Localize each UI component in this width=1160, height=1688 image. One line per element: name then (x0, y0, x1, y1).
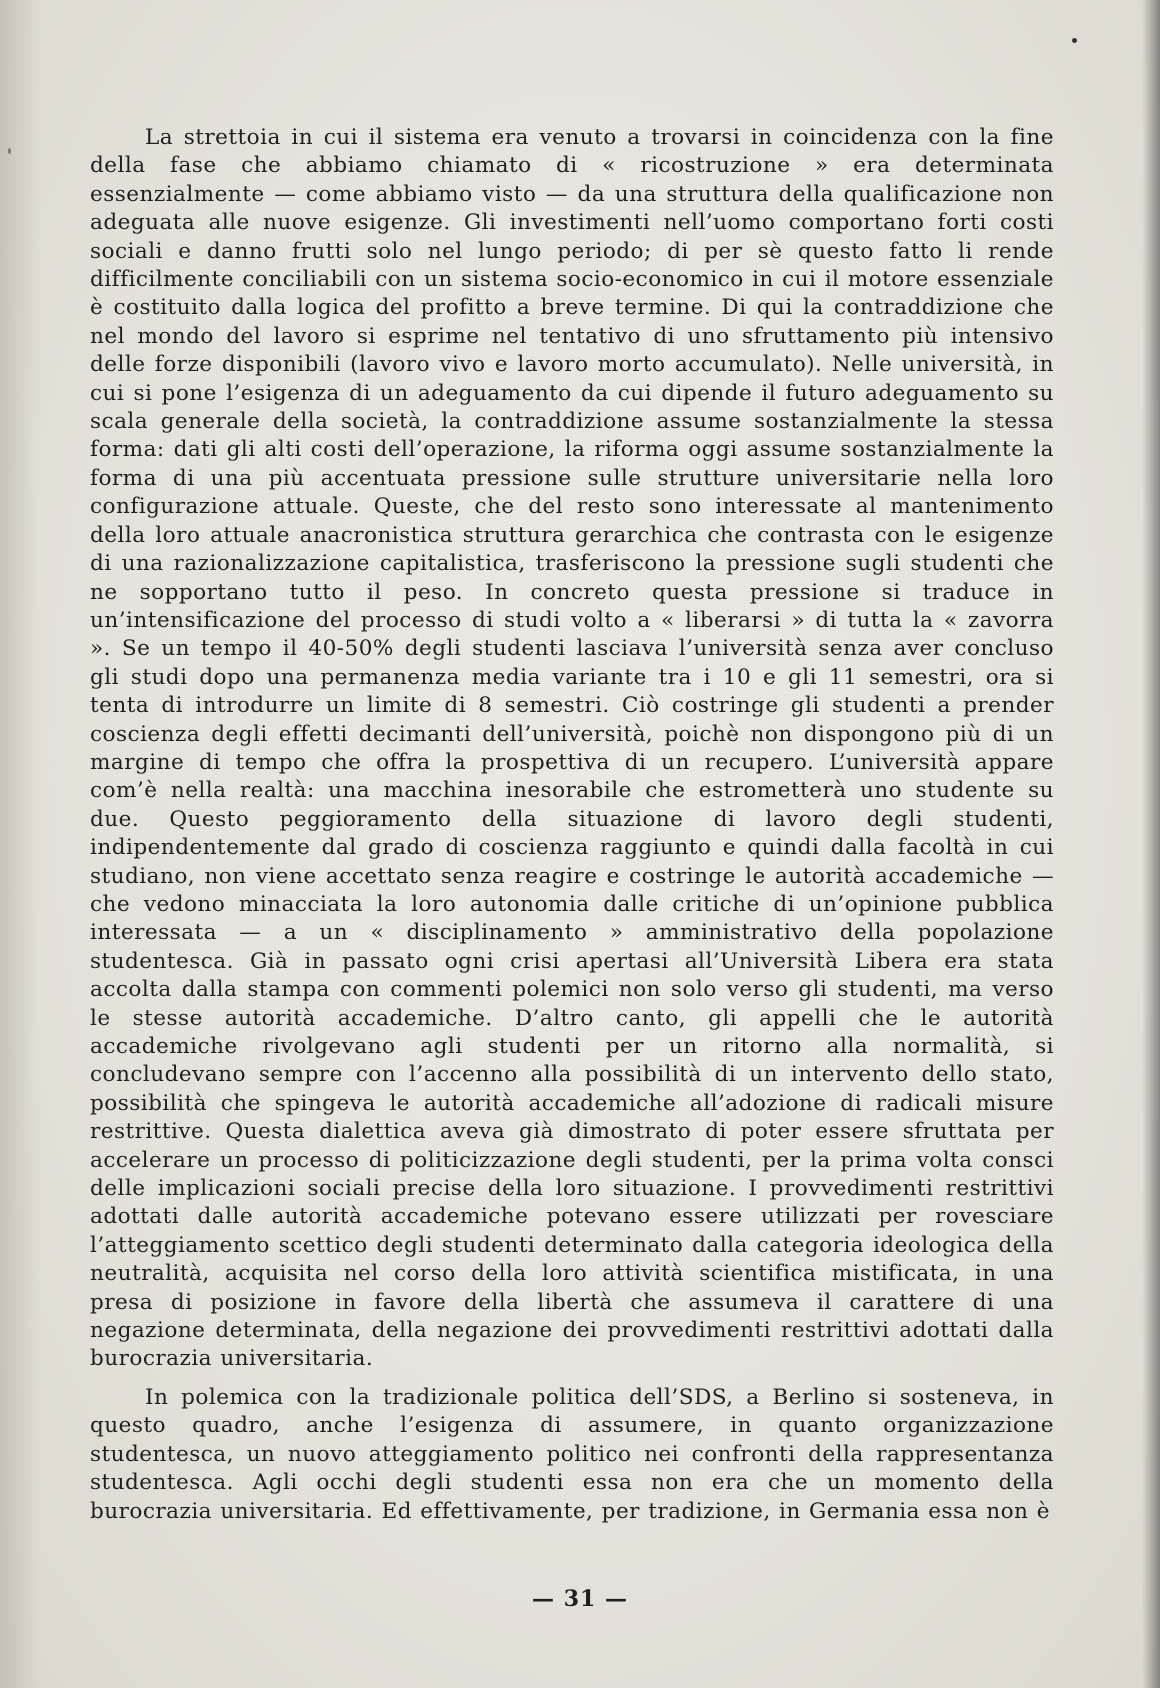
page-number: — 31 — (532, 1586, 628, 1612)
body-text (90, 124, 1054, 1526)
paragraph-1: La strettoia in cui il sistema era venuto a trovarsi in coincidenza con la fine della fase che abbiamo chiamato di « ricostruzione » era determinata essenzialmente — come abbiamo visto — da una struttura della qualificazione non adeguata alle nuove esigenze. Gli investimenti nell’uomo comportano forti costi sociali e danno frutti solo nel lungo periodo; di per sè questo fatto li rende difficilmente conciliabili con un sistema socio-economico in cui il motore essenziale è costituito dalla logica del profitto a breve termine. Di qui la contraddizione che nel mondo del lavoro si esprime nel tentativo di uno sfruttamento più intensivo delle forze disponibili (lavoro vivo e lavoro morto accumulato). Nelle università, in cui si pone l’esigenza di un adeguamento da cui dipende il futuro adeguamento su scala generale della società, la contraddizione assume sostanzialmente la stessa forma: dati gli alti costi dell’operazione, la riforma oggi assume sostanzialmente la forma di una più accentuata pressione sulle strutture universitarie nella loro configurazione attuale. Queste, che del resto sono interessate al mantenimento della loro attuale anacronistica struttura gerarchica che contrasta con le esigenze di una razionalizzazione capitalistica, trasferiscono la pressione sugli studenti che ne sopportano tutto il peso. In concreto questa pressione si traduce in un’intensificazione del processo di studi volto a « liberarsi » di tutta la « zavorra ». Se un tempo il 40-50% degli studenti lasciava l’università senza aver concluso gli studi dopo una permanenza media variante tra i 10 e gli 11 semestri, ora si tenta di introdurre un limite di 8 semestri. Ciò costringe gli studenti a prender coscienza degli effetti decimanti dell’università, poichè non dispongono più di un margine di tempo che offra la prospettiva di un recupero. L’università appare com’è nella realtà: una macchina inesorabile che estrometterà uno studente su due. Questo peggioramento della situazione di lavoro degli studenti, indipendentemente dal grado di coscienza raggiunto e quindi dalla facoltà in cui studiano, non viene accettato senza reagire e costringe le autorità accademiche — che vedono minacciata la loro autonomia dalle critiche di un’opinione pubblica interessata — a un « disciplinamento » amministrativo della popolazione studentesca. Già in passato ogni crisi apertasi all’Università Libera era stata accolta dalla stampa con commenti polemici non solo verso gli studenti, ma verso le stesse autorità accademiche. D’altro canto, gli appelli che le autorità accademiche rivolgevano agli studenti per un ritorno alla normalità, si concludevano sempre con l’accenno alla possibilità di un intervento dello stato, possibilità che spingeva le autorità accademiche all’adozione di radicali misure restrittive. Questa dialettica aveva già dimostrato di poter essere sfruttata per accelerare un processo di politicizzazione degli studenti, per la prima volta consci delle implicazioni sociali precise della loro situazione. I provvedimenti restrittivi adottati dalle autorità accademiche potevano essere utilizzati per rovesciare l’atteggiamento scettico degli studenti determinato dalla categoria ideologica della neutralità, acquisita nel corso della loro attività scientifica mistificata, in una presa di posizione in favore della libertà che assumeva il carattere di una negazione determinata, della negazione dei provvedimenti restrittivi adottati dalla burocrazia universitaria. (90, 125, 1054, 1372)
paragraph-2: In polemica con la tradizionale politica dell’SDS, a Berlino si sosteneva, in questo quadro, anche l’esigenza di assumere, in quanto organizzazione studentesca, un nuovo atteggiamento politico nei confronti della rappresentanza studentesca. Agli occhi degli studenti essa non era che un momento della burocrazia universitaria. Ed effettivamente, per tradizione, in Germania essa non è (90, 1384, 1054, 1524)
ink-speck (1072, 38, 1077, 43)
ink-speck (8, 148, 11, 154)
